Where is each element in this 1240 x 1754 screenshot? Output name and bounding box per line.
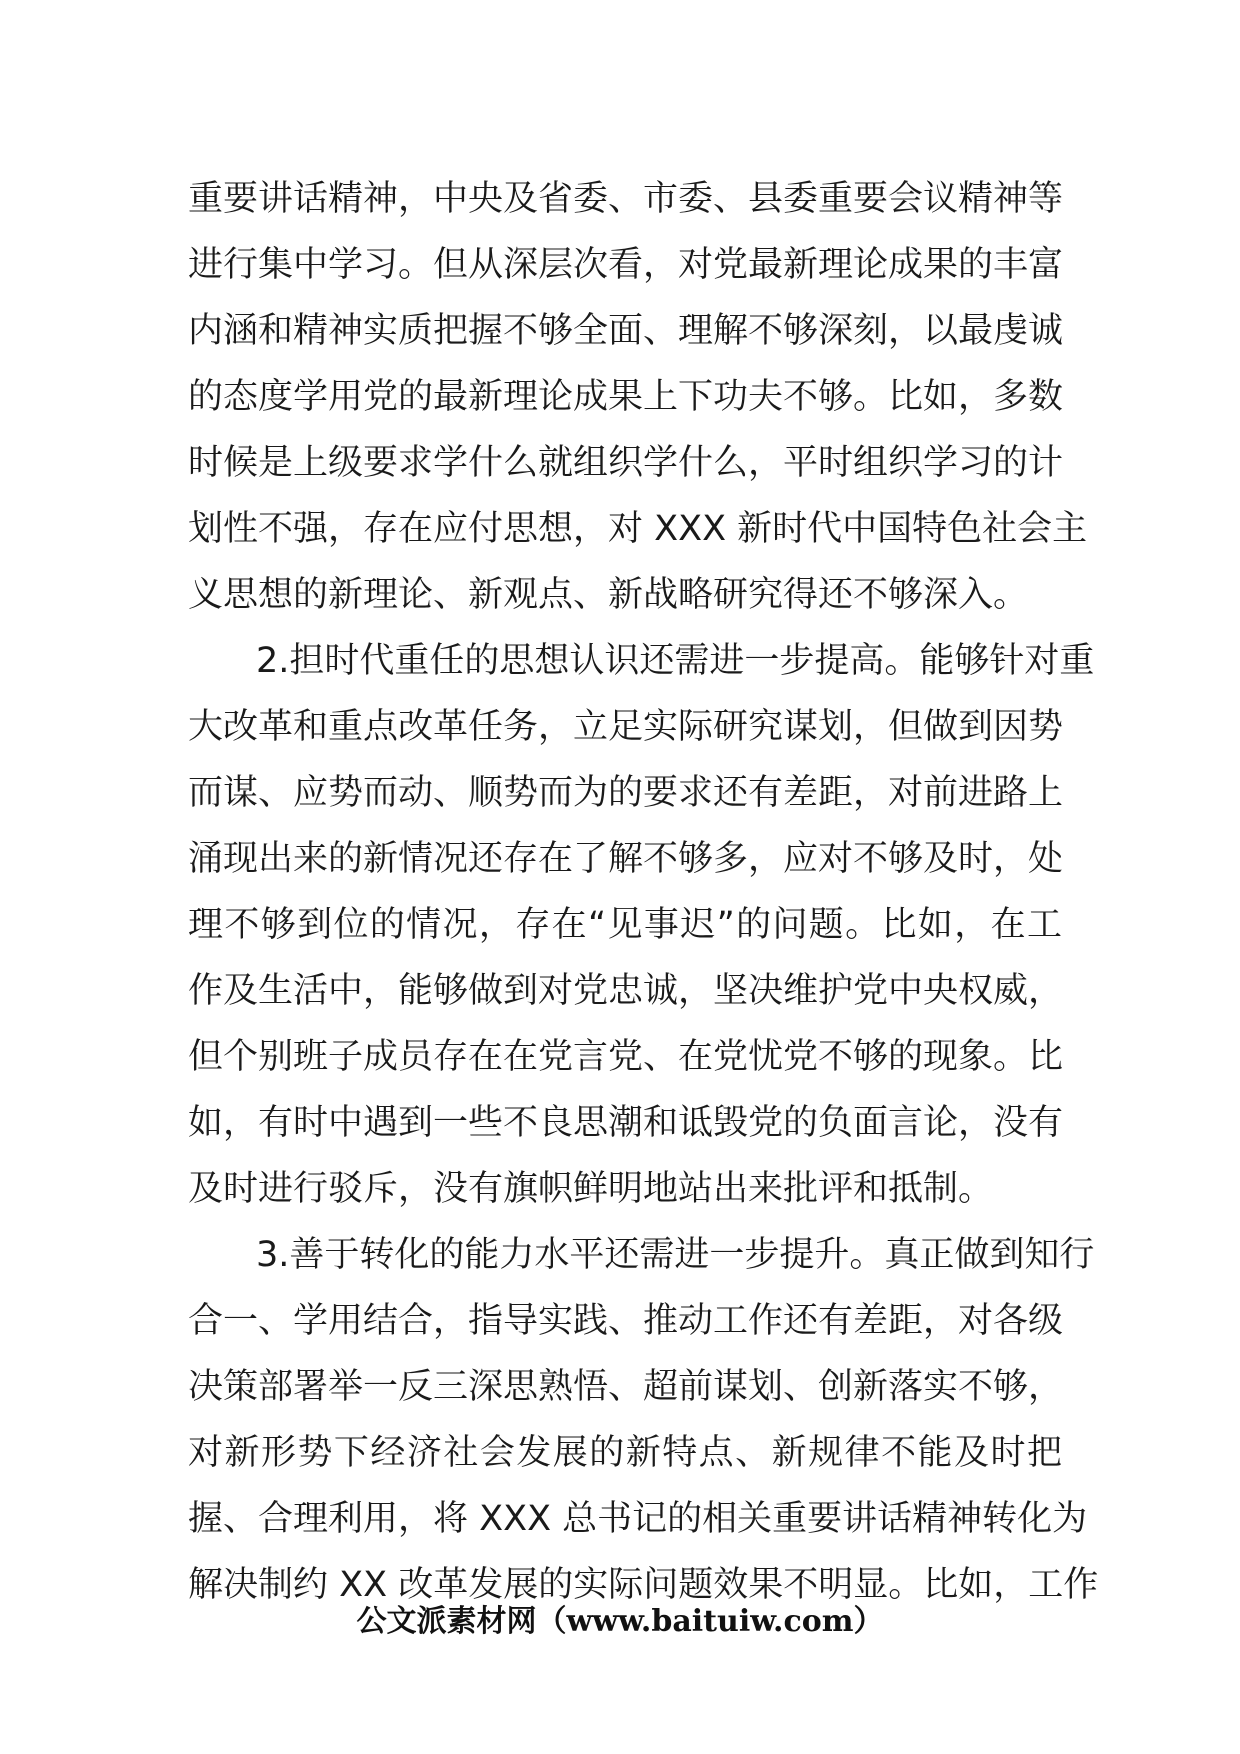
text-line: 及时进行驳斥，没有旗帜鲜明地站出来批评和抵制。 (188, 1169, 994, 1209)
text-line: 时候是上级要求学什么就组织学什么，平时组织学习的计 (188, 443, 1064, 483)
text-line: 理不够到位的情况，存在“见事迟”的问题。比如，在工 (188, 905, 1062, 945)
text-line: 划性不强，存在应付思想，对 XXX 新时代中国特色社会主 (188, 509, 1088, 549)
text-line: 义思想的新理论、新观点、新战略研究得还不够深入。 (188, 575, 1029, 615)
text-line: 内涵和精神实质把握不够全面、理解不够深刻，以最虔诚 (188, 311, 1064, 351)
footer-watermark: 公文派素材网（www.baituiw.com） (356, 1604, 884, 1639)
text-line: 解决制约 XX 改革发展的实际问题效果不明显。比如，工作 (188, 1565, 1099, 1605)
text-line: 的态度学用党的最新理论成果上下功夫不够。比如，多数 (188, 377, 1064, 417)
text-line: 涌现出来的新情况还存在了解不够多，应对不够及时，处 (188, 839, 1064, 879)
text-line: 但个别班子成员存在在党言党、在党忧党不够的现象。比 (188, 1037, 1064, 1077)
section-2-heading-line: 2.担时代重任的思想认识还需进一步提高。能够针对重 (256, 641, 1095, 681)
text-line: 重要讲话精神，中央及省委、市委、县委重要会议精神等 (188, 179, 1064, 219)
text-line: 大改革和重点改革任务，立足实际研究谋划，但做到因势 (188, 707, 1064, 747)
text-line: 对新形势下经济社会发展的新特点、新规律不能及时把 (188, 1433, 1062, 1473)
body-text (188, 166, 1099, 1618)
text-line: 合一、学用结合，指导实践、推动工作还有差距，对各级 (188, 1301, 1064, 1341)
text-line: 作及生活中，能够做到对党忠诚，坚决维护党中央权威， (188, 971, 1064, 1011)
section-3-heading-line: 3.善于转化的能力水平还需进一步提升。真正做到知行 (256, 1235, 1095, 1275)
text-line: 如，有时中遇到一些不良思潮和诋毁党的负面言论，没有 (188, 1103, 1064, 1143)
text-line: 握、合理利用，将 XXX 总书记的相关重要讲话精神转化为 (188, 1499, 1088, 1539)
text-line: 决策部署举一反三深思熟悟、超前谋划、创新落实不够， (188, 1367, 1064, 1407)
text-line: 进行集中学习。但从深层次看，对党最新理论成果的丰富 (188, 245, 1064, 285)
text-line: 而谋、应势而动、顺势而为的要求还有差距，对前进路上 (188, 773, 1064, 813)
